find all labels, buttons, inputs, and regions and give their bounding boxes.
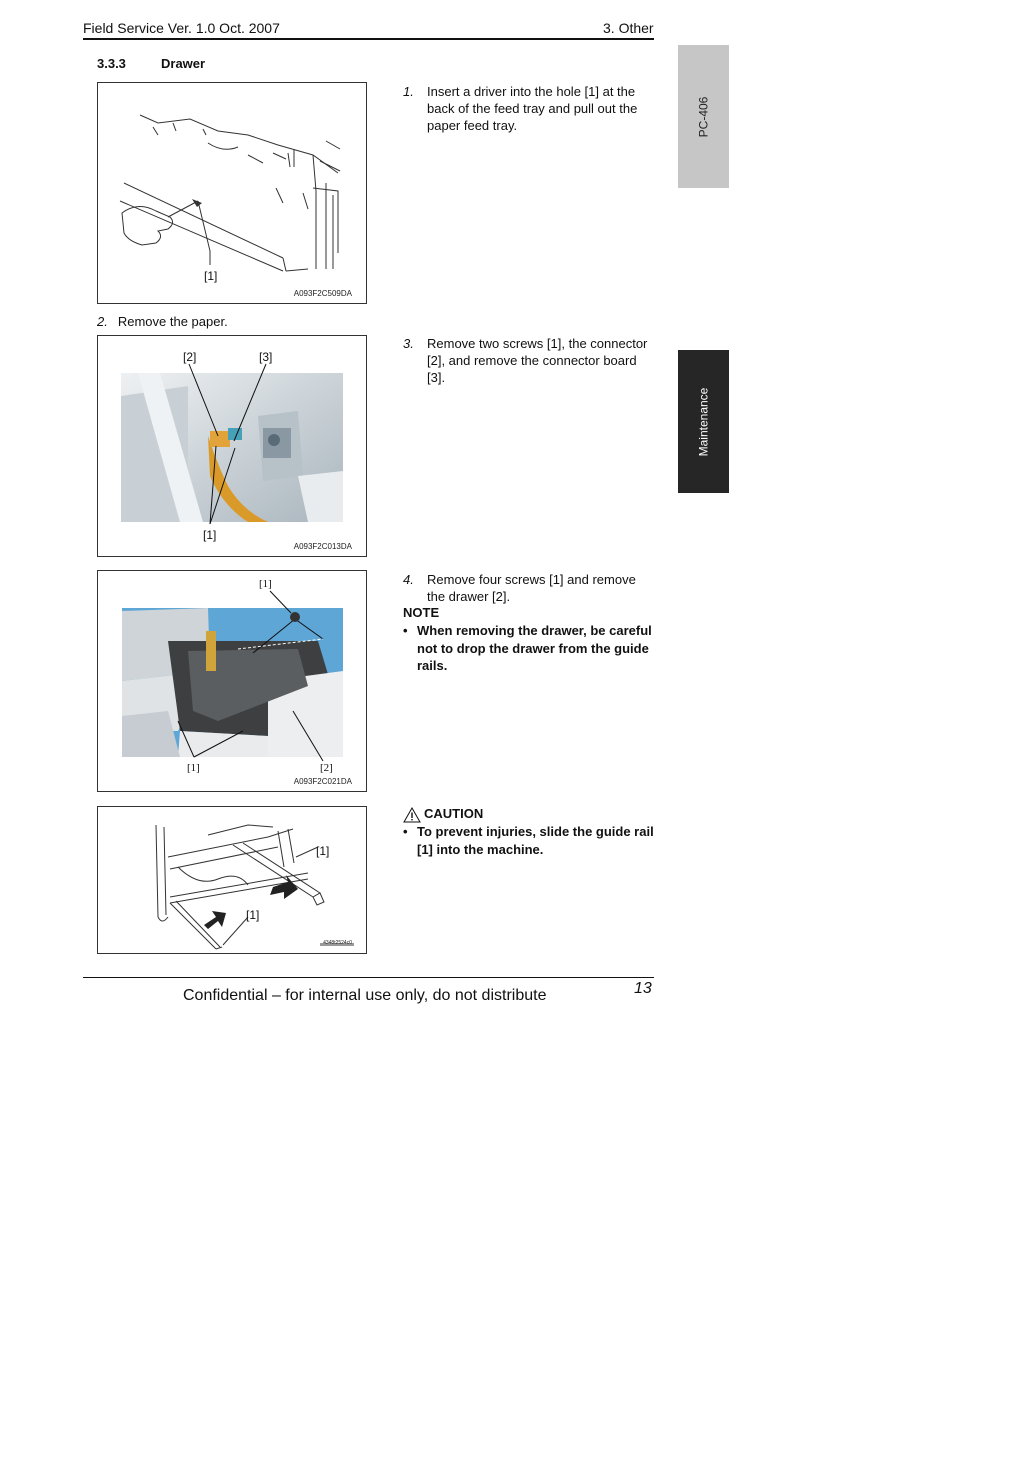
footer-rule: [83, 977, 654, 978]
step-2-text: Remove the paper.: [117, 314, 228, 329]
warning-icon: [403, 807, 421, 823]
step-3-text: Remove two screws [1], the connector [2], and remove the connector board [3].: [427, 336, 648, 385]
section-number: 3.3.3: [97, 56, 126, 71]
figure-2-callout-2: [2]: [183, 350, 197, 364]
note-item: [403, 622, 655, 675]
step-1: [403, 83, 655, 134]
figure-2-code: A093F2C013DA: [293, 542, 352, 551]
figure-4-drawing: [98, 807, 367, 954]
step-4-number: 4.: [403, 572, 414, 587]
section-title: Drawer: [161, 56, 206, 71]
header-right: 3. Other: [603, 20, 654, 36]
figure-3-photo: [98, 571, 367, 792]
figure-4-callout-1-left: [1]: [246, 908, 260, 922]
step-1-number: 1.: [403, 84, 414, 99]
figure-2: [97, 335, 367, 557]
figure-4: [97, 806, 367, 954]
note-text: When removing the drawer, be careful not to drop the drawer from the guide rails.: [417, 623, 652, 673]
step-4: [403, 571, 655, 605]
step-3-number: 3.: [403, 336, 414, 351]
step-3: [403, 335, 655, 386]
step-2-number: 2.: [97, 314, 108, 329]
figure-1-drawing: [98, 83, 367, 304]
figure-2-callout-1: [1]: [203, 528, 217, 542]
footer-text: Confidential – for internal use only, do not distribute: [183, 987, 547, 1004]
figure-4-callout-1-right: [1]: [316, 844, 330, 858]
note-bullet: •: [403, 623, 408, 638]
step-1-text: Insert a driver into the hole [1] at the back of the feed tray and pull out the paper feed tray.: [427, 84, 638, 133]
figure-2-callout-3: [3]: [259, 350, 273, 364]
caution-heading: CAUTION: [424, 806, 484, 821]
tab-maintenance[interactable]: [678, 350, 729, 493]
tab-model-label: PC-406: [696, 96, 711, 137]
step-4-text: Remove four screws [1] and remove the drawer [2].: [427, 572, 636, 604]
step-2: [97, 314, 228, 329]
caution-text: To prevent injuries, slide the guide rail [1] into the machine.: [417, 824, 654, 857]
tab-model[interactable]: [678, 45, 729, 188]
caution-bullet: •: [403, 824, 408, 839]
figure-1-code: A093F2C509DA: [293, 289, 352, 298]
figure-3-callout-1-bottom: [1]: [187, 762, 200, 774]
figure-3-callout-1-top: [1]: [259, 578, 272, 590]
figure-1: [97, 82, 367, 304]
figure-3-code: A093F2C021DA: [293, 777, 352, 786]
figure-1-callout-1: [1]: [204, 269, 218, 283]
caution-item: [403, 823, 655, 858]
figure-4-code: 4348t2524c0: [323, 940, 352, 946]
note-heading: NOTE: [403, 605, 440, 620]
figure-2-photo: [98, 336, 367, 557]
figure-3-callout-2: [2]: [320, 762, 333, 774]
tab-maintenance-label: Maintenance: [696, 387, 711, 456]
header-left: Field Service Ver. 1.0 Oct. 2007: [83, 20, 280, 36]
page-number: 13: [634, 980, 652, 997]
figure-3: [97, 570, 367, 792]
header-rule: [83, 38, 654, 40]
caution-heading-row: [403, 806, 503, 824]
